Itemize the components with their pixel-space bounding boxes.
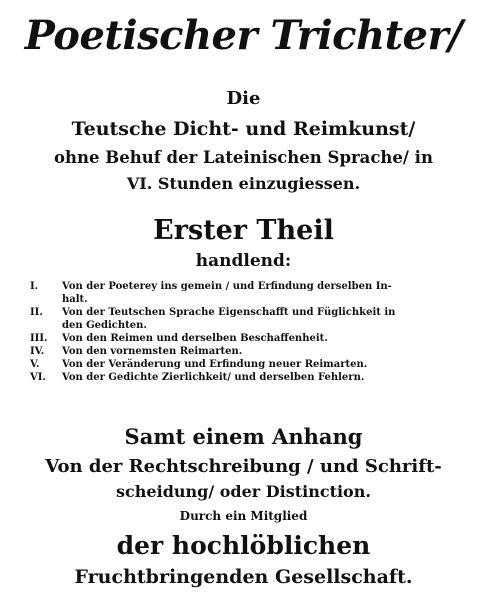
contents-text: Von den vornemsten Reimarten. — [62, 346, 243, 357]
title-die: Die — [226, 88, 261, 109]
author-intro: Durch ein Mitglied — [179, 509, 308, 523]
part-heading: Erster Theil — [153, 215, 334, 246]
contents-text: Von der Veränderung und Erfindung neuer Reimarten. — [62, 359, 368, 370]
contents-item — [0, 358, 487, 371]
book-title: Poetischer Trichter/ — [24, 12, 463, 59]
title-line-3: VI. Stunden einzugiessen. — [126, 174, 361, 193]
appendix-line-2: Von der Rechtschreibung / und Schrift- — [45, 456, 442, 477]
contents-number: IV. — [30, 346, 45, 357]
part-subheading: handlend: — [195, 251, 292, 271]
contents-continuation: den Gedichten. — [62, 320, 147, 331]
contents-list — [0, 280, 487, 384]
title-line-2: ohne Behuf der Lateinischen Sprache/ in — [54, 148, 433, 167]
contents-text: Von der Gedichte Zierlichkeit/ und derselben Fehlern. — [62, 372, 365, 383]
contents-text: Von der Poeterey ins gemein / und Erfindung derselben In- — [62, 281, 392, 292]
contents-number: V. — [30, 359, 40, 370]
appendix-line-3: scheidung/ oder Distinction. — [116, 482, 371, 501]
contents-continuation: halt. — [62, 294, 88, 305]
society-line-2: Fruchtbringenden Gesellschaft. — [74, 566, 413, 588]
contents-item — [0, 306, 487, 332]
contents-text: Von den Reimen und derselben Beschaffenheit. — [62, 333, 328, 344]
contents-number: VI. — [30, 372, 46, 383]
contents-item — [0, 280, 487, 306]
contents-item — [0, 345, 487, 358]
society-line-1: der hochlöblichen — [116, 531, 371, 560]
title-line-1: Teutsche Dicht- und Reimkunst/ — [71, 118, 416, 140]
appendix-heading: Samt einem Anhang — [124, 424, 363, 449]
contents-number: I. — [30, 281, 39, 292]
contents-item — [0, 371, 487, 384]
contents-number: III. — [30, 333, 48, 344]
contents-number: II. — [30, 307, 43, 318]
contents-text: Von der Teutschen Sprache Eigenschafft und Füglichkeit in — [62, 307, 396, 318]
contents-item — [0, 332, 487, 345]
